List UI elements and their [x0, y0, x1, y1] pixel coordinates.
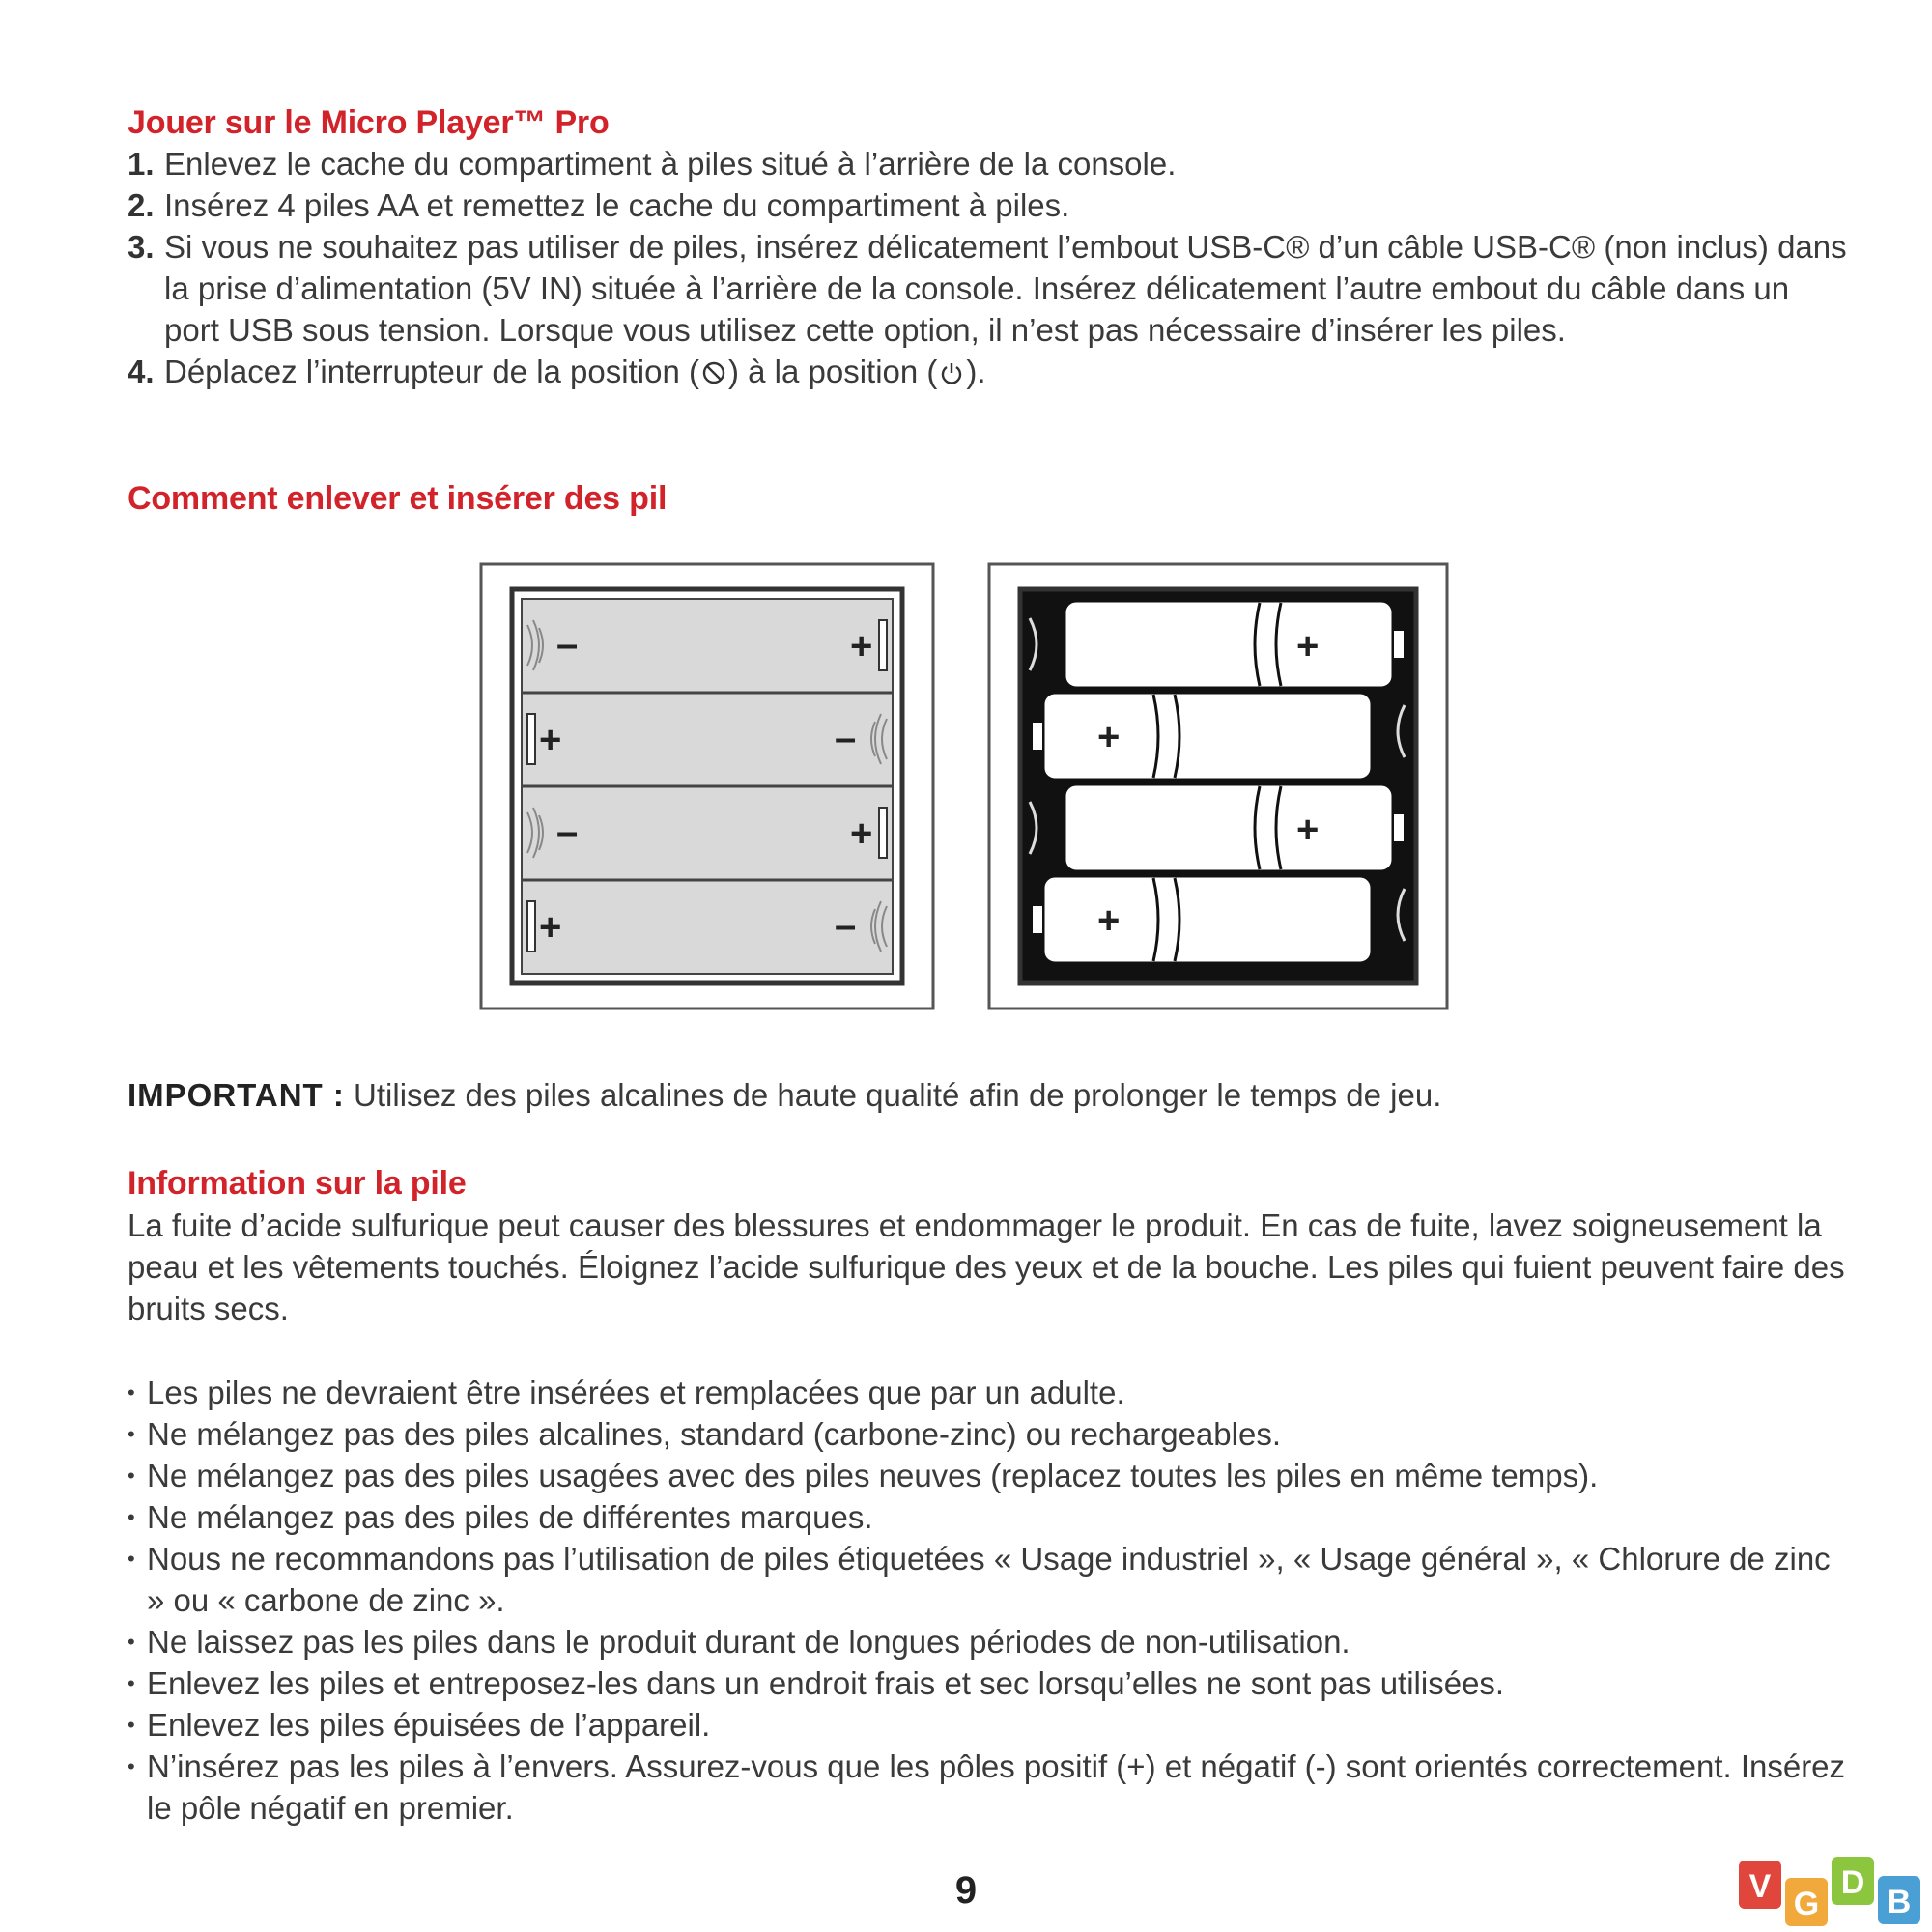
important-text: Utilisez des piles alcalines de haute qualité afin de prolonger le temps de jeu.: [344, 1077, 1442, 1113]
plus-sign: +: [1296, 625, 1320, 668]
step-item: [128, 143, 1847, 185]
page-number: 9: [954, 1869, 978, 1912]
section-title-battery-info: Information sur la pile: [128, 1165, 467, 1202]
step-number: 4.: [128, 354, 155, 389]
plus-sign: +: [539, 906, 562, 949]
battery-icon: [1065, 784, 1405, 871]
svg-text:G: G: [1793, 1886, 1820, 1922]
list-item: • Ne mélangez pas des piles usagées avec des piles neuves (replacez toutes les piles en même temps).: [128, 1455, 1847, 1496]
step-number: 3.: [128, 229, 155, 265]
svg-text:B: B: [1887, 1884, 1912, 1920]
step-text-middle: ) à la position (: [727, 354, 938, 389]
list-item: • N’insérez pas les piles à l’envers. Assurez-vous que les pôles positif (+) et négatif (-) sont orientés correctement. Insérez le pôle négatif en premier.: [128, 1746, 1847, 1829]
minus-sign: –: [835, 717, 857, 759]
step-item: [128, 351, 1847, 392]
important-note: [128, 1074, 1847, 1116]
battery-guidelines-list: [128, 1372, 1847, 1829]
battery-compartment-empty-diagram: [479, 562, 935, 1010]
battery-icon: [1065, 601, 1405, 688]
plus-sign: +: [1097, 899, 1121, 942]
step-number: 1.: [128, 146, 155, 182]
battery-compartment-filled-diagram: [987, 562, 1449, 1010]
svg-text:V: V: [1748, 1868, 1772, 1905]
battery-warning-paragraph: La fuite d’acide sulfurique peut causer des blessures et endommager le produit. En cas de fuite, lavez soigneusement la peau et les vêtements touchés. Éloignez l’acide sulfurique des yeux et de la bouche. Les piles qui fuient peuvent faire des bruits secs.: [128, 1208, 1845, 1326]
step-text: Insérez 4 piles AA et remettez le cache du compartiment à piles.: [164, 187, 1070, 223]
list-item: • Enlevez les piles et entreposez-les dans un endroit frais et sec lorsqu’elles ne sont pas utilisées.: [128, 1662, 1847, 1704]
step-number: 2.: [128, 187, 155, 223]
step-item: [128, 185, 1847, 226]
battery-icon: [1032, 876, 1372, 963]
plus-sign: +: [539, 719, 562, 761]
list-item: • Ne mélangez pas des piles alcalines, standard (carbone-zinc) ou rechargeables.: [128, 1413, 1847, 1455]
minus-sign: –: [556, 623, 579, 666]
terminal-icon: [879, 620, 887, 670]
step-text-before: Déplacez l’interrupteur de la position (: [164, 354, 699, 389]
plus-sign: +: [850, 625, 873, 668]
plus-sign: +: [850, 812, 873, 855]
step-text: Enlevez le cache du compartiment à piles situé à l’arrière de la console.: [164, 146, 1177, 182]
list-item: • Enlevez les piles épuisées de l’appareil.: [128, 1704, 1847, 1746]
list-item: • Les piles ne devraient être insérées et remplacées que par un adulte.: [128, 1372, 1847, 1413]
list-item: • Ne mélangez pas des piles de différentes marques.: [128, 1496, 1847, 1538]
step-text-after: ).: [966, 354, 986, 389]
svg-text:D: D: [1840, 1864, 1865, 1901]
plus-sign: +: [1097, 716, 1121, 758]
steps-list: [128, 143, 1847, 392]
minus-sign: –: [835, 904, 857, 947]
terminal-icon: [879, 808, 887, 858]
section-title-play: Jouer sur le Micro Player™ Pro: [128, 104, 610, 141]
battery-icon: [1032, 693, 1372, 780]
terminal-icon: [527, 901, 535, 952]
section-title-batteries: Comment enlever et insérer des pil: [128, 480, 668, 517]
plus-sign: +: [1296, 809, 1320, 851]
vgdb-logo: [1737, 1853, 1930, 1932]
terminal-icon: [527, 714, 535, 764]
power-on-icon: [939, 360, 964, 385]
list-item: • Nous ne recommandons pas l’utilisation de piles étiquetées « Usage industriel », « Usage général », « Chlorure de zinc » ou « carbone de zinc ».: [128, 1538, 1847, 1621]
step-text: Si vous ne souhaitez pas utiliser de piles, insérez délicatement l’embout USB-C® d’un câble USB-C® (non inclus) dans la prise d’alimentation (5V IN) située à l’arrière de la console. Insérez délicatement l’autre embout du câble dans un port USB sous tension. Lorsque vous utilisez cette option, il n’est pas nécessaire d’insérer les piles.: [164, 229, 1847, 348]
step-item: [128, 226, 1847, 351]
minus-sign: –: [556, 810, 579, 853]
important-label: IMPORTANT :: [128, 1077, 345, 1113]
power-off-icon: [701, 360, 726, 385]
list-item: • Ne laissez pas les piles dans le produit durant de longues périodes de non-utilisation.: [128, 1621, 1847, 1662]
